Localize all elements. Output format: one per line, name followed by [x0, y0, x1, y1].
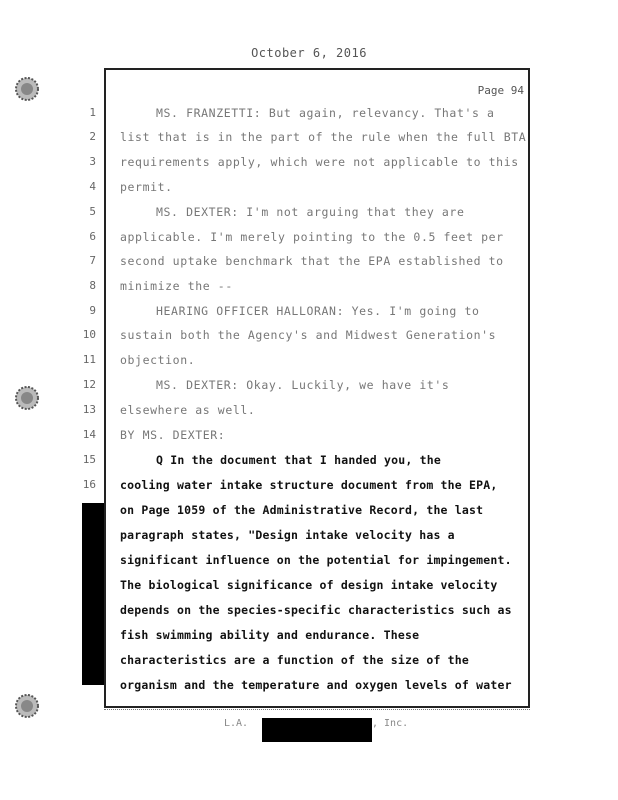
line-text: depends on the species-specific characteristics such as [120, 603, 512, 617]
line-number: 11 [82, 353, 96, 366]
line-number: 7 [89, 254, 96, 267]
line-text: cooling water intake structure document from the EPA, [120, 478, 498, 492]
line-number: 6 [89, 230, 96, 243]
line-number: 12 [82, 378, 96, 391]
line-text: requirements apply, which were not applicable to this [120, 155, 519, 169]
line-number: 4 [89, 180, 96, 193]
line-text: fish swimming ability and endurance. These [120, 628, 420, 642]
line-text: organism and the temperature and oxygen levels of water [120, 678, 512, 692]
line-text: significant influence on the potential for impingement. [120, 553, 512, 567]
page-number: Page 94 [477, 84, 524, 97]
line-number: 3 [89, 155, 96, 168]
line-text: applicable. I'm merely pointing to the 0.5 feet per [120, 230, 504, 244]
line-text: list that is in the part of the rule when the full BTA [120, 130, 527, 144]
punch-hole-icon [14, 693, 40, 719]
line-number: 1 [89, 106, 96, 119]
line-number: 2 [89, 130, 96, 143]
line-text: on Page 1059 of the Administrative Record, the last [120, 503, 484, 517]
line-number: 9 [89, 304, 96, 317]
footer-left-text: L.A. [224, 718, 249, 729]
line-text: objection. [120, 353, 196, 367]
line-number: 5 [89, 205, 96, 218]
line-number: 8 [89, 279, 96, 292]
line-text: sustain both the Agency's and Midwest Generation's [120, 328, 497, 342]
line-text: HEARING OFFICER HALLORAN: Yes. I'm going to [156, 304, 480, 318]
line-number: 13 [82, 403, 96, 416]
line-text: elsewhere as well. [120, 403, 256, 417]
line-text: The biological significance of design intake velocity [120, 578, 498, 592]
line-text: MS. DEXTER: I'm not arguing that they are [156, 205, 465, 219]
line-number: 15 [82, 453, 96, 466]
line-number: 10 [82, 328, 96, 341]
line-text: characteristics are a function of the size of the [120, 653, 470, 667]
line-text: MS. FRANZETTI: But again, relevancy. That's a [156, 106, 495, 120]
line-number: 14 [82, 428, 96, 441]
line-text: Q In the document that I handed you, the [156, 453, 441, 467]
line-text: paragraph states, "Design intake velocity has a [120, 528, 455, 542]
line-text: BY MS. DEXTER: [120, 428, 226, 442]
line-text: minimize the -- [120, 279, 233, 293]
header-date: October 6, 2016 [251, 46, 367, 60]
punch-hole-icon [14, 385, 40, 411]
frame-shadow [104, 706, 530, 710]
line-text: permit. [120, 180, 173, 194]
redaction-bar [82, 503, 104, 685]
line-text: MS. DEXTER: Okay. Luckily, we have it's [156, 378, 450, 392]
line-text: second uptake benchmark that the EPA established to [120, 254, 504, 268]
punch-hole-icon [14, 76, 40, 102]
footer-right-text: , Inc. [372, 718, 409, 729]
footer-redaction-bar [262, 718, 372, 742]
line-number: 16 [82, 478, 96, 491]
